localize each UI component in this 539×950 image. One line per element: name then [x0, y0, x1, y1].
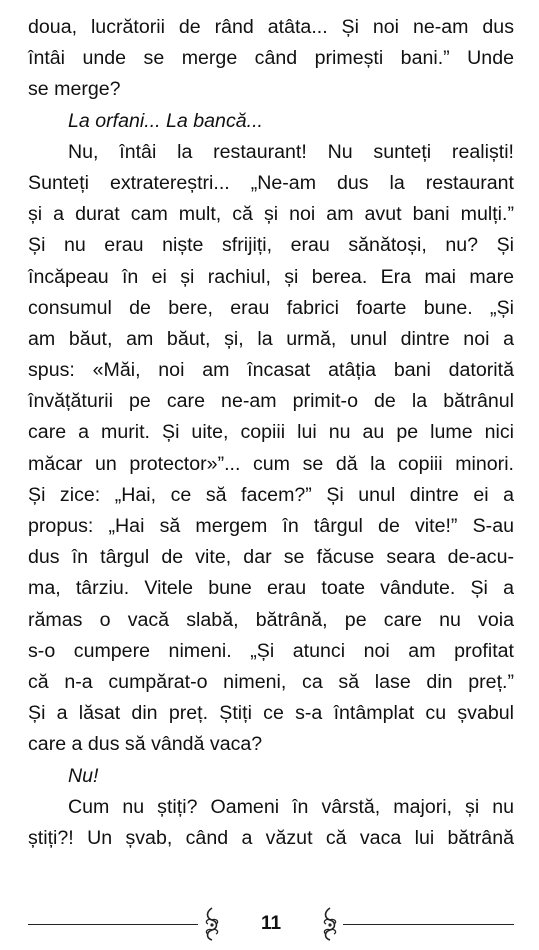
text-line: am băut, am băut, și, la urmă, unul dintre noi a	[28, 327, 514, 350]
text-line: doua, lucrătorii de rând atâta... Și noi ne-am dus	[28, 16, 514, 38]
text-line: spus: «Măi, noi am încasat atâția bani datorită	[28, 359, 514, 382]
text-line: se merge?	[28, 78, 121, 101]
text-line: s-o cumpere nimeni. „Și atunci noi am profitat	[28, 639, 514, 662]
footer-rule-left	[28, 924, 198, 925]
text-line: ma, târziu. Vitele bune erau toate vândute. Și a	[28, 577, 514, 600]
text-line: Nu!	[68, 764, 99, 787]
fleuron-icon	[200, 906, 224, 942]
text-line: întâi unde se merge când primești bani.” Unde	[28, 47, 514, 70]
text-line: știți?! Un șvab, când a văzut că vaca lui bătrână	[28, 826, 514, 849]
text-line: propus: „Hai să mergem în târgul de vite!” S-au	[28, 515, 514, 537]
text-line: Sunteți extratereștri... „Ne-am dus la restaurant	[28, 171, 514, 194]
text-line: care a dus să vândă vaca?	[28, 733, 263, 756]
text-line: încăpeau în ei și rachiul, și berea. Era mai mare	[28, 265, 514, 288]
page-footer	[28, 904, 514, 944]
text-line: Cum nu știți? Oameni în vârstă, majori, și nu	[68, 795, 514, 818]
text-line: învățăturii pe care ne-am primit-o de la bătrânul	[28, 390, 514, 413]
page-number: 11	[260, 913, 282, 934]
text-line: Nu, întâi la restaurant! Nu sunteți realiști!	[68, 140, 514, 163]
body-text	[28, 12, 514, 854]
text-line: că n-a cumpărat-o nimeni, ca să lase din preț.”	[28, 670, 514, 693]
text-line: Și zice: „Hai, ce să facem?” Și unul dintre ei a	[28, 483, 514, 506]
text-line: La orfani... La bancă...	[68, 109, 263, 132]
text-line: Și nu erau niște sfrijiți, erau sănătoși, nu? Și	[28, 234, 514, 257]
footer-rule-right	[343, 924, 514, 925]
text-line: dus în târgul de vite, dar se făcuse seara de-acu-	[28, 546, 514, 569]
text-line: care a murit. Și uite, copiii lui nu au pe lume nici	[28, 421, 514, 444]
text-line: și a durat cam mult, că și noi am avut bani mulți.”	[28, 203, 514, 226]
text-line: măcar un protector»”... cum se dă la copiii minori.	[28, 452, 514, 475]
fleuron-icon	[318, 906, 342, 942]
text-line: rămas o vacă slabă, bătrână, pe care nu voia	[28, 608, 514, 631]
text-line: Și a lăsat din preț. Știți ce s-a întâmplat cu șvabul	[28, 702, 514, 725]
text-line: consumul de bere, erau fabrici foarte bune. „Și	[28, 296, 514, 319]
